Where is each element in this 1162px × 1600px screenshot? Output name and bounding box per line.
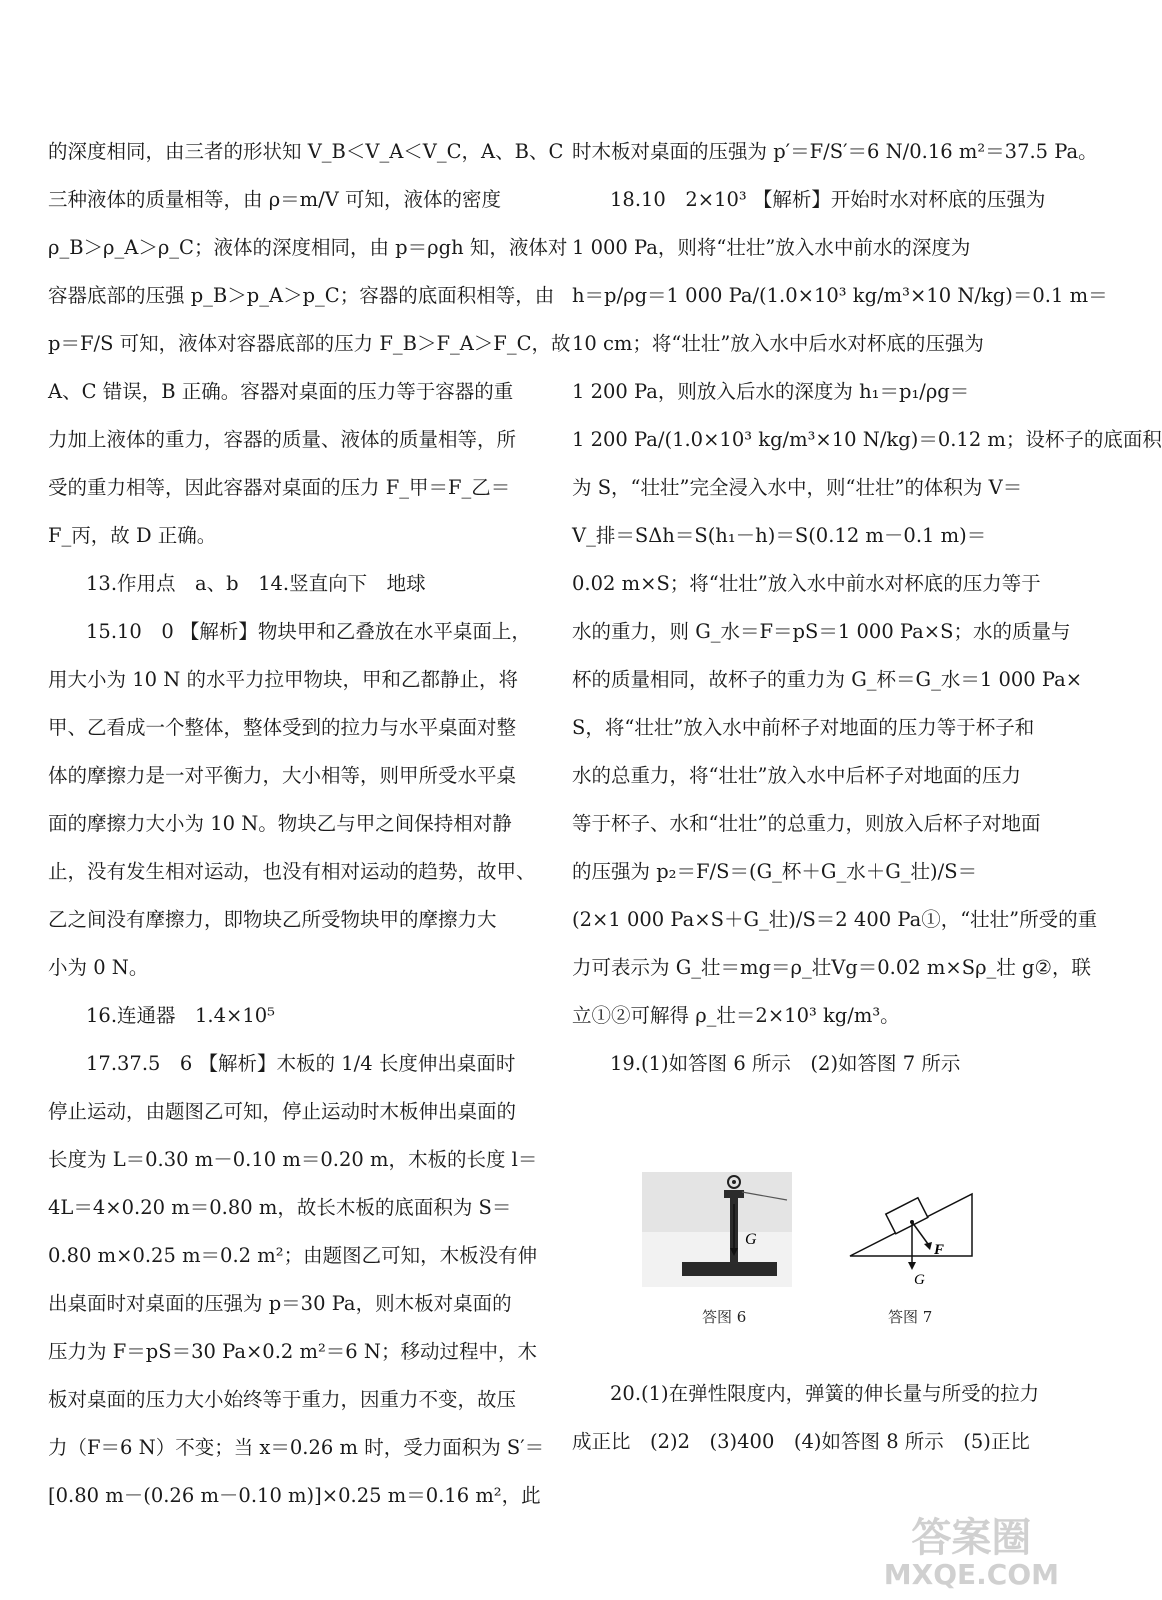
text-line: 甲、乙看成一个整体，整体受到的拉力与水平桌面对整 bbox=[48, 716, 517, 739]
fig7-label-F: F bbox=[934, 1242, 945, 1258]
text-line: 容器底部的压强 p_B＞p_A＞p_C；容器的底面积相等，由 bbox=[48, 284, 555, 307]
text-line: 0.80 m×0.25 m＝0.2 m²；由题图乙可知，木板没有伸 bbox=[48, 1244, 538, 1267]
text-line: 停止运动，由题图乙可知，停止运动时木板伸出桌面的 bbox=[48, 1100, 517, 1123]
block bbox=[886, 1198, 928, 1234]
fig7-label-G: G bbox=[914, 1272, 925, 1288]
text-line: 力（F＝6 N）不变；当 x＝0.26 m 时，受力面积为 S′＝ bbox=[48, 1436, 545, 1459]
text-line: 1 000 Pa，则将“壮壮”放入水中前水的深度为 bbox=[572, 236, 971, 259]
text-line: 受的重力相等，因此容器对桌面的压力 F_甲＝F_乙＝ bbox=[48, 476, 511, 499]
text-line: V_排＝SΔh＝S(h₁－h)＝S(0.12 m－0.1 m)＝ bbox=[572, 524, 987, 547]
text-line: 的深度相同，由三者的形状知 V_B＜V_A＜V_C，A、B、C bbox=[48, 140, 564, 163]
watermark-line2: MXQE.COM bbox=[883, 1558, 1059, 1591]
text-line: 时木板对桌面的压强为 p′＝F/S′＝6 N/0.16 m²＝37.5 Pa。 bbox=[572, 140, 1098, 163]
text-line: 20.(1)在弹性限度内，弹簧的伸长量与所受的拉力 bbox=[610, 1382, 1040, 1405]
text-line: 19.(1)如答图 6 所示 (2)如答图 7 所示 bbox=[610, 1052, 961, 1075]
figure-6 bbox=[642, 1172, 792, 1287]
right-column bbox=[572, 128, 1162, 1088]
stand-base bbox=[682, 1262, 777, 1276]
text-line: 出桌面时对桌面的压强为 p＝30 Pa，则木板对桌面的 bbox=[48, 1292, 512, 1315]
text-line: 10 cm；将“壮壮”放入水中后水对杯底的压强为 bbox=[572, 332, 984, 355]
text-line: A、C 错误，B 正确。容器对桌面的压力等于容器的重 bbox=[48, 380, 514, 403]
text-line: 15.10 0 【解析】物块甲和乙叠放在水平桌面上， bbox=[86, 620, 531, 643]
text-line: 立①②可解得 ρ_壮＝2×10³ kg/m³。 bbox=[572, 1004, 900, 1027]
left-column bbox=[48, 128, 571, 1520]
text-line: [0.80 m－(0.26 m－0.10 m)]×0.25 m＝0.16 m²，此 bbox=[48, 1484, 541, 1507]
fig6-label-G: G bbox=[745, 1231, 757, 1248]
text-line: 0.02 m×S；将“壮壮”放入水中前水对杯底的压力等于 bbox=[572, 572, 1041, 595]
text-line: 为 S，“壮壮”完全浸入水中，则“壮壮”的体积为 V＝ bbox=[572, 476, 1023, 499]
figure-7 bbox=[848, 1188, 978, 1288]
text-line: h＝p/ρg＝1 000 Pa/(1.0×10³ kg/m³×10 N/kg)＝0.1 m＝ bbox=[572, 284, 1108, 307]
text-line: p＝F/S 可知，液体对容器底部的压力 F_B＞F_A＞F_C，故 bbox=[48, 332, 571, 355]
text-line: ρ_B＞ρ_A＞ρ_C；液体的深度相同，由 p＝ρgh 知，液体对 bbox=[48, 236, 568, 259]
text-line: S，将“壮壮”放入水中前杯子对地面的压力等于杯子和 bbox=[572, 716, 1035, 739]
text-line: 用大小为 10 N 的水平力拉甲物块，甲和乙都静止，将 bbox=[48, 668, 518, 691]
text-line: 4L＝4×0.20 m＝0.80 m，故长木板的底面积为 S＝ bbox=[48, 1196, 512, 1219]
text-line: 水的总重力，将“壮壮”放入水中后杯子对地面的压力 bbox=[572, 764, 1021, 787]
text-line: 三种液体的质量相等，由 ρ＝m/V 可知，液体的密度 bbox=[48, 188, 502, 211]
text-line: 等于杯子、水和“壮壮”的总重力，则放入后杯子对地面 bbox=[572, 812, 1041, 835]
text-line: 体的摩擦力是一对平衡力，大小相等，则甲所受水平桌 bbox=[48, 764, 517, 787]
watermark-line1: 答案圈 bbox=[911, 1515, 1032, 1561]
text-line: 成正比 (2)2 (3)400 (4)如答图 8 所示 (5)正比 bbox=[572, 1430, 1030, 1453]
fig7-caption: 答图 7 bbox=[888, 1308, 933, 1326]
text-line: 乙之间没有摩擦力，即物块乙所受物块甲的摩擦力大 bbox=[48, 908, 497, 931]
text-line: 水的重力，则 G_水＝F＝pS＝1 000 Pa×S；水的质量与 bbox=[572, 620, 1071, 643]
text-line: 止，没有发生相对运动，也没有相对运动的趋势，故甲、 bbox=[48, 860, 536, 883]
text-line: 力加上液体的重力，容器的质量、液体的质量相等，所 bbox=[48, 428, 517, 451]
text-line: 1 200 Pa/(1.0×10³ kg/m³×10 N/kg)＝0.12 m；设杯子的底面积 bbox=[572, 428, 1162, 451]
text-line: 长度为 L＝0.30 m－0.10 m＝0.20 m，木板的长度 l＝ bbox=[48, 1148, 538, 1171]
text-line: 13.作用点 a、b 14.竖直向下 地球 bbox=[86, 572, 426, 595]
watermark bbox=[884, 1516, 1059, 1590]
text-line: 18.10 2×10³ 【解析】开始时水对杯底的压强为 bbox=[610, 188, 1046, 211]
text-line: 小为 0 N。 bbox=[48, 956, 149, 979]
text-line: 16.连通器 1.4×10⁵ bbox=[86, 1004, 275, 1027]
fig6-caption: 答图 6 bbox=[702, 1308, 747, 1326]
text-line: 板对桌面的压力大小始终等于重力，因重力不变，故压 bbox=[48, 1388, 517, 1411]
text-line: F_丙，故 D 正确。 bbox=[48, 524, 217, 547]
text-line: 面的摩擦力大小为 10 N。物块乙与甲之间保持相对静 bbox=[48, 812, 512, 835]
text-line: 压力为 F＝pS＝30 Pa×0.2 m²＝6 N；移动过程中，木 bbox=[48, 1340, 537, 1363]
text-line: 杯的质量相同，故杯子的重力为 G_杯＝G_水＝1 000 Pa× bbox=[572, 668, 1083, 691]
text-line: 1 200 Pa，则放入后水的深度为 h₁＝p₁/ρg＝ bbox=[572, 380, 970, 403]
text-line: (2×1 000 Pa×S＋G_壮)/S＝2 400 Pa①，“壮壮”所受的重 bbox=[572, 908, 1098, 931]
text-line: 17.37.5 6 【解析】木板的 1/4 长度伸出桌面时 bbox=[86, 1052, 516, 1075]
question-20 bbox=[572, 1370, 1050, 1466]
text-line: 的压强为 p₂＝F/S＝(G_杯＋G_水＋G_壮)/S＝ bbox=[572, 860, 978, 883]
text-line: 力可表示为 G_壮＝mg＝ρ_壮Vg＝0.02 m×Sρ_壮 g②，联 bbox=[572, 956, 1091, 979]
